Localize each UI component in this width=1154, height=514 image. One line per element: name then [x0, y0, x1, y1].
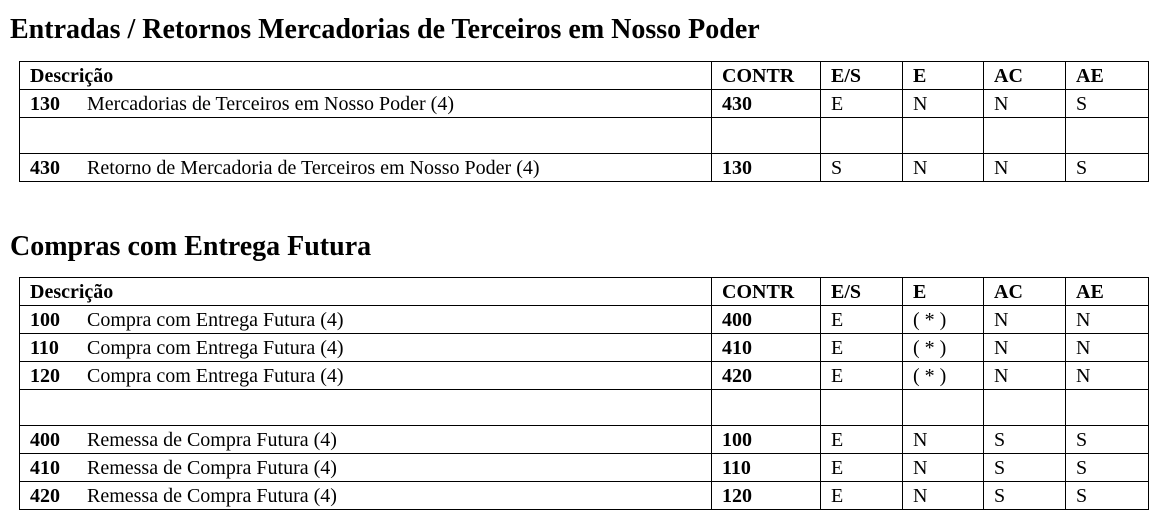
- header-e: E: [903, 278, 984, 306]
- cfop-table-terceiros: [19, 61, 1149, 182]
- cell-e: ( * ): [903, 306, 984, 334]
- row-description: Compra com Entrega Futura (4): [87, 308, 344, 331]
- cell-ae: S: [1066, 482, 1149, 510]
- table-row: [20, 334, 1149, 362]
- row-code: 400: [30, 428, 60, 451]
- table-header-row: [20, 278, 1149, 306]
- cell-ae: N: [1066, 334, 1149, 362]
- cell-descricao: [20, 482, 712, 510]
- cell-ac: N: [984, 154, 1066, 182]
- cell-descricao: [20, 306, 712, 334]
- cell-e: N: [903, 454, 984, 482]
- cell-e: N: [903, 90, 984, 118]
- cell-ae: S: [1066, 426, 1149, 454]
- row-description: Remessa de Compra Futura (4): [87, 456, 337, 479]
- empty-row: [20, 390, 1149, 426]
- cell-e: ( * ): [903, 334, 984, 362]
- row-code: 110: [30, 336, 59, 359]
- row-code: 120: [30, 364, 60, 387]
- cell-descricao: [20, 90, 712, 118]
- cell-ac: S: [984, 426, 1066, 454]
- table-row: [20, 426, 1149, 454]
- cell-ae: N: [1066, 362, 1149, 390]
- row-code: 100: [30, 308, 60, 331]
- cell-es: E: [821, 334, 903, 362]
- cell-es: E: [821, 454, 903, 482]
- section-title: Entradas / Retornos Mercadorias de Terceiros em Nosso Poder: [10, 14, 760, 45]
- header-es: E/S: [821, 278, 903, 306]
- cell-ae: S: [1066, 154, 1149, 182]
- row-code: 420: [30, 484, 60, 507]
- cell-e: ( * ): [903, 362, 984, 390]
- cell-ac: S: [984, 482, 1066, 510]
- cell-ac: N: [984, 90, 1066, 118]
- header-ac: AC: [984, 62, 1066, 90]
- row-description: Compra com Entrega Futura (4): [87, 336, 344, 359]
- cell-es: E: [821, 426, 903, 454]
- cell-es: S: [821, 154, 903, 182]
- header-descricao: Descrição: [20, 278, 712, 306]
- header-ae: AE: [1066, 278, 1149, 306]
- row-description: Retorno de Mercadoria de Terceiros em Nosso Poder (4): [87, 156, 540, 179]
- cell-descricao: [20, 454, 712, 482]
- cell-descricao: [20, 362, 712, 390]
- cell-contr: 420: [712, 362, 821, 390]
- cell-contr: 100: [712, 426, 821, 454]
- header-es: E/S: [821, 62, 903, 90]
- cell-es: E: [821, 306, 903, 334]
- cell-contr: 400: [712, 306, 821, 334]
- row-description: Remessa de Compra Futura (4): [87, 428, 337, 451]
- cell-es: E: [821, 362, 903, 390]
- cell-contr: 110: [712, 454, 821, 482]
- table-row: [20, 90, 1149, 118]
- cell-descricao: [20, 154, 712, 182]
- cfop-table-entrega-futura: [19, 277, 1149, 510]
- header-ae: AE: [1066, 62, 1149, 90]
- row-code: 410: [30, 456, 60, 479]
- table-row: [20, 154, 1149, 182]
- cell-e: N: [903, 154, 984, 182]
- row-description: Compra com Entrega Futura (4): [87, 364, 344, 387]
- row-description: Remessa de Compra Futura (4): [87, 484, 337, 507]
- row-description: Mercadorias de Terceiros em Nosso Poder (4): [87, 92, 455, 115]
- cell-descricao: [20, 334, 712, 362]
- cell-es: E: [821, 90, 903, 118]
- cell-contr: 130: [712, 154, 821, 182]
- cell-contr: 430: [712, 90, 821, 118]
- cell-contr: 410: [712, 334, 821, 362]
- cell-ae: N: [1066, 306, 1149, 334]
- header-ac: AC: [984, 278, 1066, 306]
- row-code: 130: [30, 92, 60, 115]
- cell-ac: N: [984, 306, 1066, 334]
- header-contr: CONTR: [712, 62, 821, 90]
- table-header-row: [20, 62, 1149, 90]
- header-contr: CONTR: [712, 278, 821, 306]
- table-row: [20, 306, 1149, 334]
- cell-ac: N: [984, 334, 1066, 362]
- row-code: 430: [30, 156, 60, 179]
- cell-ae: S: [1066, 454, 1149, 482]
- cell-ac: S: [984, 454, 1066, 482]
- cell-descricao: [20, 426, 712, 454]
- cell-es: E: [821, 482, 903, 510]
- empty-row: [20, 118, 1149, 154]
- cell-contr: 120: [712, 482, 821, 510]
- table-row: [20, 454, 1149, 482]
- cell-e: N: [903, 426, 984, 454]
- cell-e: N: [903, 482, 984, 510]
- cell-ac: N: [984, 362, 1066, 390]
- table-row: [20, 482, 1149, 510]
- header-e: E: [903, 62, 984, 90]
- header-descricao: Descrição: [20, 62, 712, 90]
- section-title: Compras com Entrega Futura: [10, 231, 372, 262]
- table-row: [20, 362, 1149, 390]
- cell-ae: S: [1066, 90, 1149, 118]
